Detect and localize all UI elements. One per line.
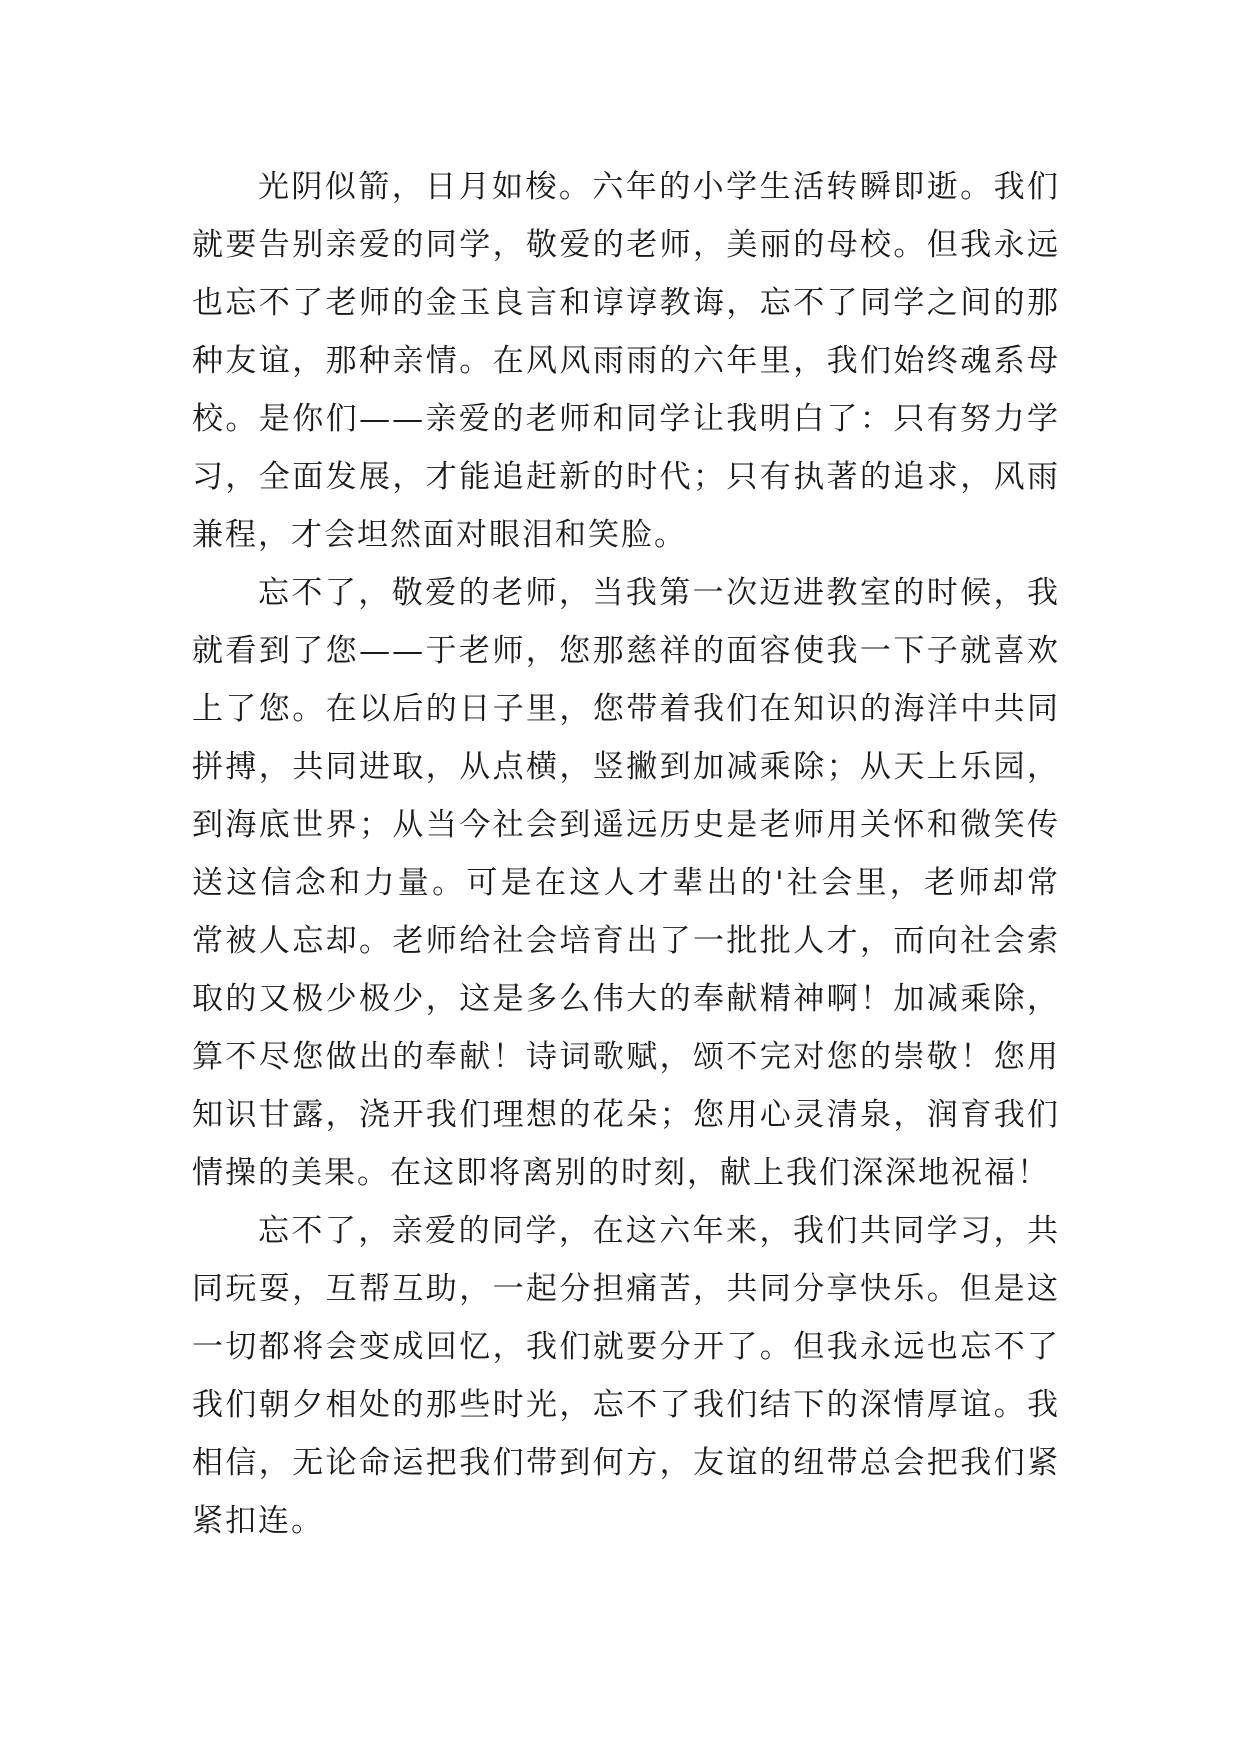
document-page [192,158,1060,1550]
paragraph-3: 忘不了，亲爱的同学，在这六年来，我们共同学习，共同玩耍，互帮互助，一起分担痛苦，共同分享快乐。但是这一切都将会变成回忆，我们就要分开了。但我永远也忘不了我们朝夕相处的那些时光，忘不了我们结下的深情厚谊。我相信，无论命运把我们带到何方，友谊的纽带总会把我们紧紧扣连。 [192,1213,1060,1539]
paragraph-2: 忘不了，敬爱的老师，当我第一次迈进教室的时候，我就看到了您——于老师，您那慈祥的面容使我一下子就喜欢上了您。在以后的日子里，您带着我们在知识的海洋中共同拼搏，共同进取，从点横，竖撇到加减乘除；从天上乐园，到海底世界；从当今社会到遥远历史是老师用关怀和微笑传送这信念和力量。可是在这人才辈出的'社会里，老师却常常被人忘却。老师给社会培育出了一批批人才，而向社会索取的又极少极少，这是多么伟大的奉献精神啊！加减乘除，算不尽您做出的奉献！诗词歌赋，颂不完对您的崇敬！您用知识甘露，浇开我们理想的花朵；您用心灵清泉，润育我们情操的美果。在这即将离别的时刻，献上我们深深地祝福！ [192,575,1060,1191]
paragraph-1: 光阴似箭，日月如梭。六年的小学生活转瞬即逝。我们就要告别亲爱的同学，敬爱的老师，美丽的母校。但我永远也忘不了老师的金玉良言和谆谆教诲，忘不了同学之间的那种友谊，那种亲情。在风风雨雨的六年里，我们始终魂系母校。是你们——亲爱的老师和同学让我明白了：只有努力学习，全面发展，才能追赶新的时代；只有执著的追求，风雨兼程，才会坦然面对眼泪和笑脸。 [192,169,1060,553]
